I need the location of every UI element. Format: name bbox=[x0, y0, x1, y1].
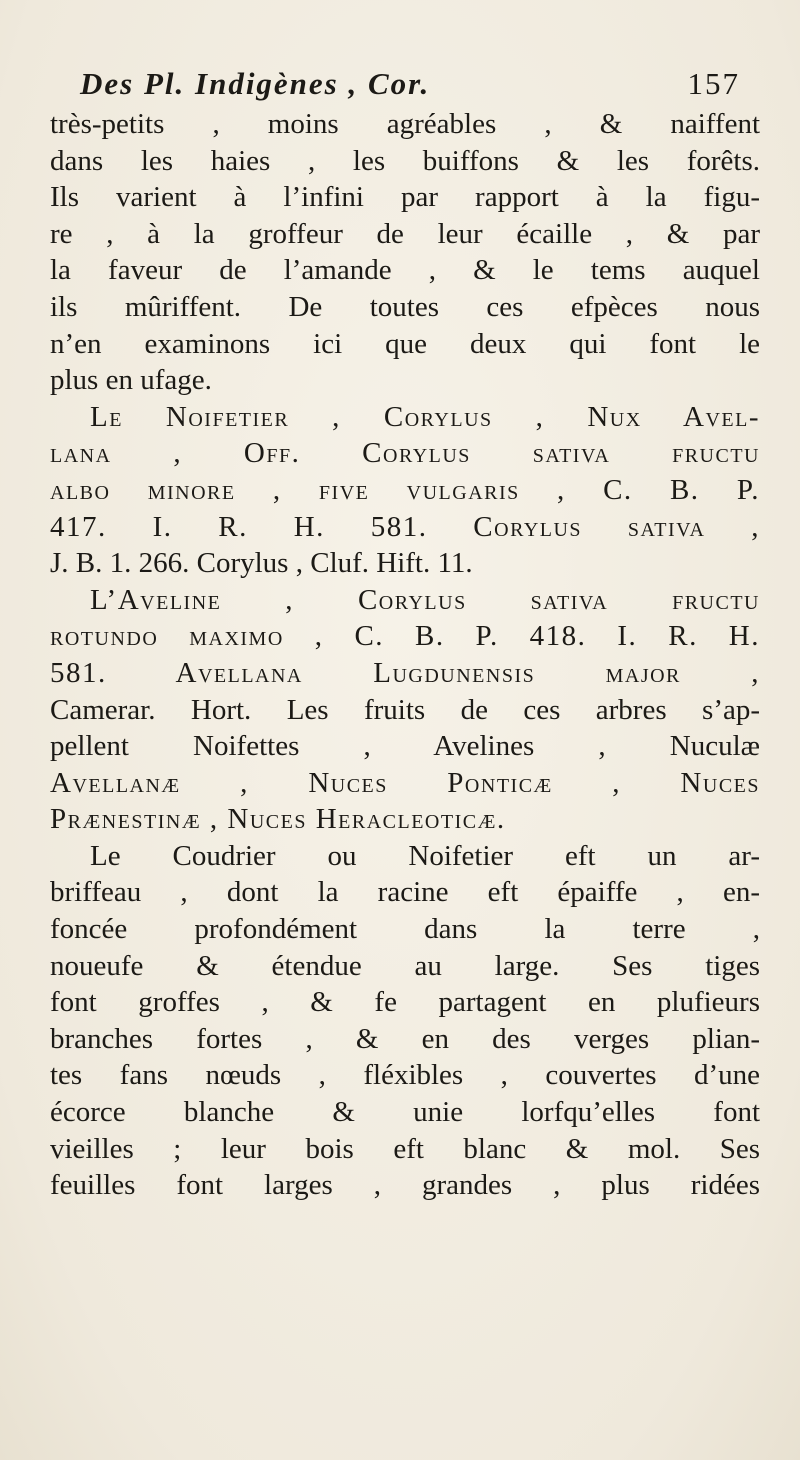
text-line: plus en ufage. bbox=[50, 364, 212, 397]
text-line: branches fortes , & en des verges plian- bbox=[50, 1022, 760, 1055]
text-line: Le Coudrier ou Noifetier eft un ar- bbox=[90, 839, 760, 872]
text-line: feuilles font larges , grandes , plus ridées bbox=[50, 1169, 760, 1202]
text-line: albo minore , five vulgaris , C. B. P. bbox=[50, 473, 760, 506]
text-line: 417. I. R. H. 581. Corylus sativa , bbox=[50, 510, 760, 543]
text-line: re , à la groffeur de leur écaille , & par bbox=[50, 217, 760, 250]
text-line: tes fans nœuds , fléxibles , couvertes d’une bbox=[50, 1059, 760, 1092]
text-line: L’Aveline , Corylus sativa fructu bbox=[90, 583, 760, 616]
text-line: J. B. 1. 266. Corylus , Cluf. Hift. 11. bbox=[50, 547, 473, 580]
text-line: 581. Avellana Lugdunensis major , bbox=[50, 656, 760, 689]
text-line: briffeau , dont la racine eft épaiffe , en- bbox=[50, 876, 760, 909]
text-line: Prænestinæ , Nuces Heracleoticæ. bbox=[50, 803, 506, 836]
text-line: foncée profondément dans la terre , bbox=[50, 913, 760, 946]
text-line: n’en examinons ici que deux qui font le bbox=[50, 327, 760, 360]
text-line: écorce blanche & unie lorfqu’elles font bbox=[50, 1096, 760, 1129]
text-line: lana , Off. Corylus sativa fructu bbox=[50, 437, 760, 470]
text-line: noueufe & étendue au large. Ses tiges bbox=[50, 949, 760, 982]
text-line: Camerar. Hort. Les fruits de ces arbres s’ap- bbox=[50, 693, 760, 726]
text-line: rotundo maximo , C. B. P. 418. I. R. H. bbox=[50, 620, 760, 653]
text-line: la faveur de l’amande , & le tems auquel bbox=[50, 254, 760, 287]
text-line: Ils varient à l’infini par rapport à la figu- bbox=[50, 181, 760, 214]
text-line: ils mûriffent. De toutes ces efpèces nous bbox=[50, 290, 760, 323]
text-line: très-petits , moins agréables , & naiffent bbox=[50, 108, 760, 140]
text-line: font groffes , & fe partagent en plufieurs bbox=[50, 986, 760, 1019]
page-number: 157 bbox=[687, 66, 740, 101]
body-text bbox=[50, 106, 760, 1204]
text-line: pellent Noifettes , Avelines , Nuculæ bbox=[50, 730, 760, 763]
text-line: Le Noifetier , Corylus , Nux Avel- bbox=[90, 400, 760, 433]
running-head bbox=[80, 66, 740, 102]
text-line: dans les haies , les buiffons & les forêts. bbox=[50, 144, 760, 177]
text-line: Avellanæ , Nuces Ponticæ , Nuces bbox=[50, 766, 760, 799]
text-line: vieilles ; leur bois eft blanc & mol. Ses bbox=[50, 1132, 760, 1165]
running-head-title: Des Pl. Indigènes , Cor. bbox=[80, 66, 431, 101]
